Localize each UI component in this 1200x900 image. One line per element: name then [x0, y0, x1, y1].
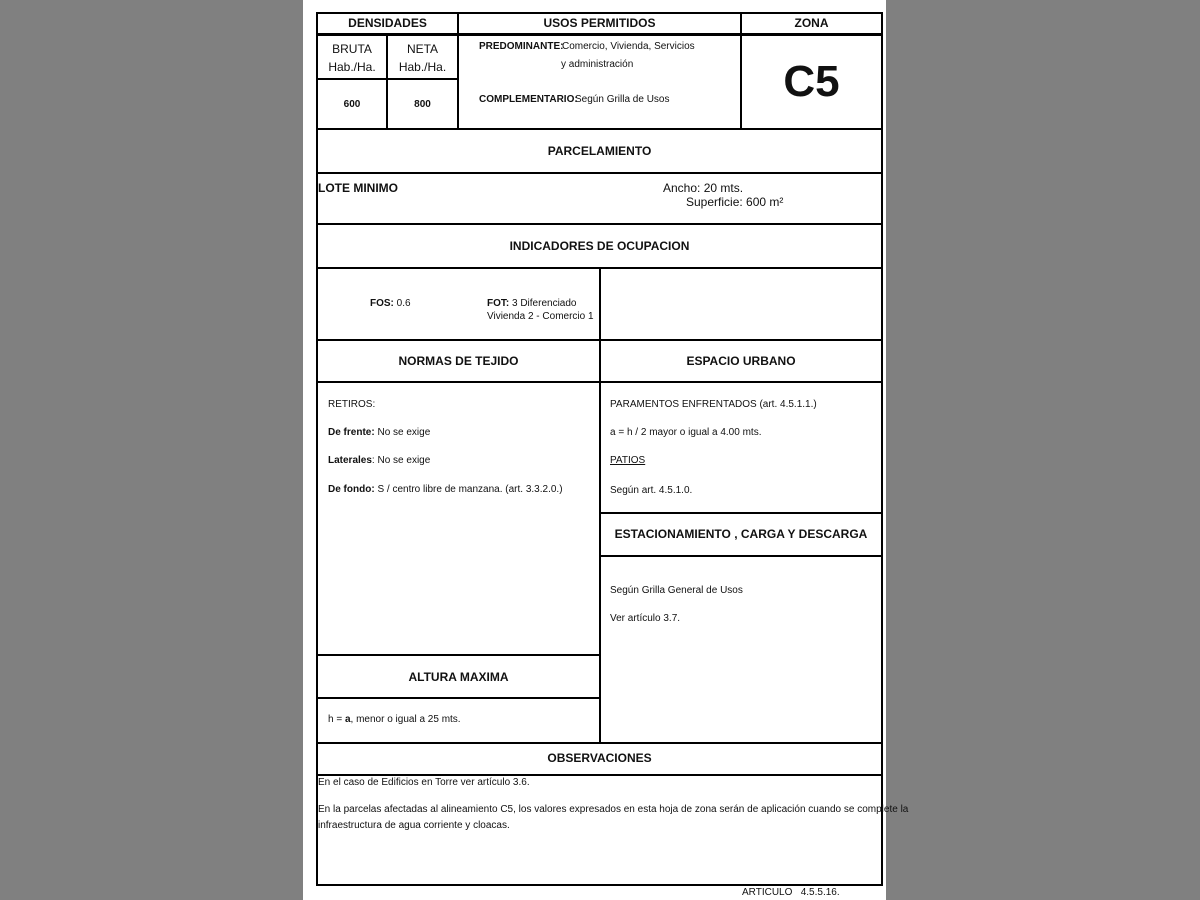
retiro-laterales	[328, 455, 430, 467]
estacionamiento-title: ESTACIONAMIENTO , CARGA Y DESCARGA	[614, 527, 868, 541]
predominante-label: PREDOMINANTE:	[479, 41, 564, 52]
retiro-fondo	[328, 484, 563, 496]
complementario-label: COMPLEMENTARIO:	[479, 94, 578, 105]
fos-indicator	[370, 298, 411, 310]
estacionamiento-line-2: Ver artículo 3.7.	[610, 613, 681, 624]
altura-text-post: , menor o igual a 25 mts.	[350, 714, 461, 725]
fos-label: FOS:	[370, 298, 394, 309]
bruta-unit: Hab./Ha.	[328, 60, 376, 74]
observaciones-line-1: En el caso de Edificios en Torre ver artículo 3.6.	[318, 777, 530, 788]
zona-code: C5	[783, 57, 840, 106]
ocupacion-title: INDICADORES DE OCUPACION	[509, 239, 690, 253]
altura-title: ALTURA MAXIMA	[408, 670, 509, 684]
densidades-header: DENSIDADES	[348, 16, 427, 30]
retiro-frente	[328, 427, 430, 439]
complementario-value: Según Grilla de Usos	[575, 94, 670, 105]
patios-heading: PATIOS	[610, 455, 646, 466]
observaciones-title: OBSERVACIONES	[547, 751, 652, 765]
frente-value: No se exige	[377, 427, 431, 438]
normas-body-cell	[316, 381, 601, 656]
altura-text-bold: a	[344, 714, 351, 725]
fot-detail: Vivienda 2 - Comercio 1	[487, 311, 594, 322]
fot-indicator	[487, 298, 576, 310]
paramentos-text: PARAMENTOS ENFRENTADOS (art. 4.5.1.1.)	[610, 399, 817, 410]
neta-unit: Hab./Ha.	[398, 60, 447, 74]
ocupacion-right-cell	[599, 267, 883, 341]
fondo-value: S / centro libre de manzana. (art. 3.3.2.0.)	[377, 484, 563, 495]
espacio-title: ESPACIO URBANO	[686, 354, 796, 368]
lote-superficie: Superficie: 600 m²	[686, 195, 784, 209]
laterales-label: Laterales	[328, 455, 372, 466]
fondo-label: De fondo:	[328, 484, 375, 495]
altura-text	[328, 714, 461, 726]
estacionamiento-body-cell	[599, 555, 883, 744]
lote-minimo-label: LOTE MINIMO	[318, 181, 398, 195]
fot-value: 3 Diferenciado	[512, 298, 577, 309]
patios-ref: Según art. 4.5.1.0.	[610, 485, 693, 496]
formula-text: a = h / 2 mayor o igual a 4.00 mts.	[610, 427, 762, 438]
fos-value: 0.6	[396, 298, 411, 309]
altura-text-pre: h =	[328, 714, 345, 725]
lote-minimo-cell	[316, 172, 883, 225]
frente-label: De frente:	[328, 427, 375, 438]
predominante-value-2: y administración	[561, 59, 634, 70]
usos-permitidos-header: USOS PERMITIDOS	[543, 16, 656, 30]
neta-value: 800	[414, 99, 431, 110]
bruta-value: 600	[343, 99, 361, 110]
parcelamiento-title: PARCELAMIENTO	[547, 144, 652, 158]
lote-ancho: Ancho: 20 mts.	[663, 181, 744, 195]
retiros-label: RETIROS:	[328, 399, 376, 410]
fot-label: FOT:	[487, 298, 510, 309]
neta-label: NETA	[406, 42, 439, 56]
bruta-label: BRUTA	[332, 42, 372, 56]
normas-title: NORMAS DE TEJIDO	[398, 354, 519, 368]
predominante-value-1: Comercio, Vivienda, Servicios	[562, 41, 695, 52]
zona-header: ZONA	[794, 16, 829, 30]
laterales-value: : No se exige	[371, 455, 431, 466]
article-reference: ARTICULO 4.5.5.16.	[742, 887, 840, 898]
observaciones-line-3: infraestructura de agua corriente y cloacas.	[318, 820, 510, 831]
estacionamiento-line-1: Según Grilla General de Usos	[610, 585, 743, 596]
observaciones-line-2: En la parcelas afectadas al alineamiento C5, los valores expresados en esta hoja de zona serán de aplicación cuando se complete la	[318, 804, 909, 815]
